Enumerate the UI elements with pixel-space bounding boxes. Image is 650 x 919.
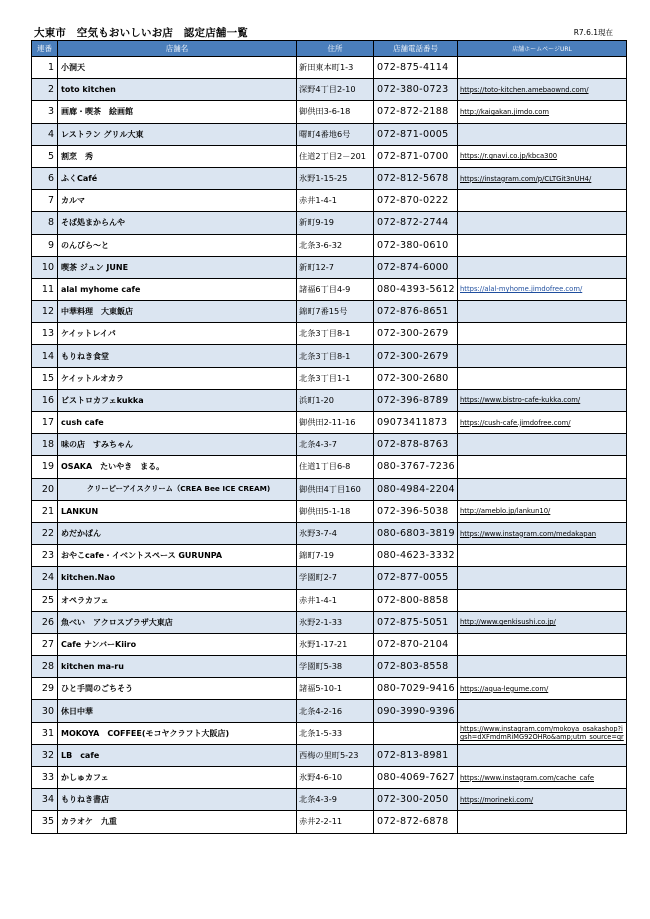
store-address: 住道2丁目2－201: [297, 145, 374, 167]
store-address: 御供田2-11-16: [297, 412, 374, 434]
table-row: [32, 678, 627, 700]
store-name: そば処まからんや: [58, 212, 297, 234]
store-address: 西梅の里町5-23: [297, 744, 374, 766]
store-phone: 080-7029-9416: [374, 678, 458, 700]
row-number: 4: [32, 123, 58, 145]
store-phone: 072-813-8981: [374, 744, 458, 766]
store-url-cell: [458, 256, 627, 278]
store-url-cell: [458, 744, 627, 766]
store-name: LB cafe: [58, 744, 297, 766]
store-url-cell: [458, 57, 627, 79]
store-address: 御供田4丁目160: [297, 478, 374, 500]
row-number: 21: [32, 500, 58, 522]
table-row: [32, 234, 627, 256]
store-address: 北条4-3-9: [297, 789, 374, 811]
store-address: 深野4丁目2-10: [297, 79, 374, 101]
store-url-cell: [458, 79, 627, 101]
store-url-cell: [458, 478, 627, 500]
store-table: [31, 40, 627, 834]
store-url-cell: [458, 301, 627, 323]
store-address: 北条1-5-33: [297, 722, 374, 744]
row-number: 9: [32, 234, 58, 256]
column-header-name: 店舗名: [58, 41, 297, 57]
row-number: 34: [32, 789, 58, 811]
store-url-cell: [458, 167, 627, 189]
row-number: 27: [32, 633, 58, 655]
store-address: 北条4-3-7: [297, 434, 374, 456]
table-row: [32, 278, 627, 300]
store-url-cell: [458, 633, 627, 655]
store-url-cell: [458, 278, 627, 300]
table-row: [32, 700, 627, 722]
store-address: 錦町7-19: [297, 545, 374, 567]
table-row: [32, 722, 627, 744]
store-name: Cafe ナンバーKiiro: [58, 633, 297, 655]
row-number: 32: [32, 744, 58, 766]
store-phone: 072-875-4114: [374, 57, 458, 79]
store-name: 小洞天: [58, 57, 297, 79]
store-url-cell: [458, 123, 627, 145]
store-phone: 080-6803-3819: [374, 522, 458, 544]
table-row: [32, 367, 627, 389]
store-address: 北条4-2-16: [297, 700, 374, 722]
store-url-cell: [458, 611, 627, 633]
table-row: [32, 656, 627, 678]
store-phone: 072-380-0610: [374, 234, 458, 256]
store-phone: 072-812-5678: [374, 167, 458, 189]
store-address: 曙町4番地6号: [297, 123, 374, 145]
store-address: 新町9-19: [297, 212, 374, 234]
store-address: 北条3丁目8-1: [297, 345, 374, 367]
store-name: のんびら～と: [58, 234, 297, 256]
store-url-link[interactable]: https://r.gnavi.co.jp/kbca300: [460, 152, 558, 161]
store-url-cell: [458, 456, 627, 478]
store-phone: 072-800-8858: [374, 589, 458, 611]
store-name: ふくCafé: [58, 167, 297, 189]
store-phone: 072-870-2104: [374, 633, 458, 655]
store-url-link[interactable]: https://www.instagram.com/cache_cafe: [460, 773, 595, 782]
store-url-cell: [458, 190, 627, 212]
row-number: 11: [32, 278, 58, 300]
store-phone: 072-396-5038: [374, 500, 458, 522]
store-phone: 072-871-0700: [374, 145, 458, 167]
table-row: [32, 767, 627, 789]
store-url-cell: [458, 500, 627, 522]
table-row: [32, 478, 627, 500]
column-header-address: 住所: [297, 41, 374, 57]
store-phone: 072-872-2188: [374, 101, 458, 123]
store-address: 氷野1-15-25: [297, 167, 374, 189]
store-url-cell: [458, 101, 627, 123]
store-name: カルマ: [58, 190, 297, 212]
store-address: 諸福5-10-1: [297, 678, 374, 700]
page-title: 大東市 空気もおいしいお店 認定店舗一覧: [34, 27, 248, 39]
row-number: 29: [32, 678, 58, 700]
store-address: 北条3-6-32: [297, 234, 374, 256]
store-url-link[interactable]: https://instagram.com/p/CLTGit3nUH4/: [460, 174, 592, 183]
row-number: 18: [32, 434, 58, 456]
table-row: [32, 212, 627, 234]
row-number: 13: [32, 323, 58, 345]
table-body: [32, 57, 627, 834]
store-name: 休日中華: [58, 700, 297, 722]
store-phone: 072-877-0055: [374, 567, 458, 589]
table-row: [32, 500, 627, 522]
table-row: [32, 611, 627, 633]
store-name: オペラカフェ: [58, 589, 297, 611]
store-phone: 072-870-0222: [374, 190, 458, 212]
table-header-row: [32, 41, 627, 57]
store-phone: 072-380-0723: [374, 79, 458, 101]
store-url-cell: [458, 678, 627, 700]
table-row: [32, 434, 627, 456]
store-address: 赤井2-2-11: [297, 811, 374, 833]
store-url-cell: [458, 656, 627, 678]
store-name: ビストロカフェkukka: [58, 389, 297, 411]
store-phone: 072-876-8651: [374, 301, 458, 323]
table-row: [32, 545, 627, 567]
store-phone: 072-875-5051: [374, 611, 458, 633]
store-name: LANKUN: [58, 500, 297, 522]
row-number: 23: [32, 545, 58, 567]
store-address: 北条3丁目1-1: [297, 367, 374, 389]
store-name: 味の店 すみちゃん: [58, 434, 297, 456]
store-name: 割烹 秀: [58, 145, 297, 167]
store-url-cell: [458, 212, 627, 234]
store-name: ケイットルオカラ: [58, 367, 297, 389]
store-phone: 072-396-8789: [374, 389, 458, 411]
row-number: 16: [32, 389, 58, 411]
table-row: [32, 789, 627, 811]
store-phone: 072-300-2050: [374, 789, 458, 811]
row-number: 28: [32, 656, 58, 678]
store-address: 住道1丁目6-8: [297, 456, 374, 478]
row-number: 14: [32, 345, 58, 367]
table-row: [32, 412, 627, 434]
store-phone: 072-872-2744: [374, 212, 458, 234]
store-url-cell: [458, 789, 627, 811]
store-url-link[interactable]: https://morineki.com/: [460, 795, 534, 804]
store-phone: 072-300-2679: [374, 345, 458, 367]
row-number: 5: [32, 145, 58, 167]
store-name: OSAKA たいやき まる。: [58, 456, 297, 478]
store-url-link[interactable]: https://toto-kitchen.amebaownd.com/: [460, 85, 589, 94]
row-number: 20: [32, 478, 58, 500]
store-name: cush cafe: [58, 412, 297, 434]
store-phone: 080-4393-5612: [374, 278, 458, 300]
store-phone: 080-3767-7236: [374, 456, 458, 478]
store-url-link[interactable]: https://www.instagram.com/mokoya_osakashop?igsh=dXFmdmRiMG92OHRo&amp;utm_source=qr: [460, 725, 624, 742]
row-number: 12: [32, 301, 58, 323]
store-address: 氷野1-17-21: [297, 633, 374, 655]
store-name: kitchen ma-ru: [58, 656, 297, 678]
store-url-cell: [458, 434, 627, 456]
store-url-cell: [458, 367, 627, 389]
store-url-link[interactable]: http://www.genkisushi.co.jp/: [460, 618, 556, 627]
store-phone: 09073411873: [374, 412, 458, 434]
table-row: [32, 79, 627, 101]
row-number: 17: [32, 412, 58, 434]
row-number: 6: [32, 167, 58, 189]
store-url-link[interactable]: http://kaigakan.jimdo.com: [460, 107, 550, 116]
store-phone: [374, 722, 458, 744]
store-url-cell: [458, 234, 627, 256]
store-phone: 080-4069-7627: [374, 767, 458, 789]
store-address: 御供田3-6-18: [297, 101, 374, 123]
store-name: toto kitchen: [58, 79, 297, 101]
row-number: 2: [32, 79, 58, 101]
table-row: [32, 323, 627, 345]
store-address: 御供田5-1-18: [297, 500, 374, 522]
row-number: 19: [32, 456, 58, 478]
table-row: [32, 811, 627, 833]
table-row: [32, 145, 627, 167]
store-url-cell: [458, 589, 627, 611]
store-name: カラオケ 九重: [58, 811, 297, 833]
column-header-no: 連番: [32, 41, 58, 57]
store-name: おやこcafe・イベントスペース GURUNPA: [58, 545, 297, 567]
store-phone: 072-803-8558: [374, 656, 458, 678]
store-url-cell: [458, 545, 627, 567]
store-phone: 072-872-6878: [374, 811, 458, 833]
store-address: 学園町5-38: [297, 656, 374, 678]
store-name: 画廊・喫茶 絵画館: [58, 101, 297, 123]
table-row: [32, 456, 627, 478]
row-number: 22: [32, 522, 58, 544]
table-row: [32, 301, 627, 323]
store-url-cell: [458, 767, 627, 789]
store-address: 氷野4-6-10: [297, 767, 374, 789]
table-row: [32, 101, 627, 123]
store-url-link[interactable]: https://www.instagram.com/medakapan: [460, 529, 597, 538]
store-name: めだかぱん: [58, 522, 297, 544]
store-url-cell: [458, 700, 627, 722]
store-name: クリーピーアイスクリーム（CREA Bee ICE CREAM): [58, 478, 297, 500]
row-number: 10: [32, 256, 58, 278]
row-number: 25: [32, 589, 58, 611]
store-phone: 072-300-2679: [374, 323, 458, 345]
table-row: [32, 167, 627, 189]
table-row: [32, 567, 627, 589]
store-name: 中華料理 大東飯店: [58, 301, 297, 323]
store-name: もりねき書店: [58, 789, 297, 811]
row-number: 33: [32, 767, 58, 789]
row-number: 24: [32, 567, 58, 589]
store-url-cell: [458, 522, 627, 544]
table-row: [32, 522, 627, 544]
store-phone: 090-3990-9396: [374, 700, 458, 722]
store-name: MOKOYA COFFEE(モコヤクラフト大阪店): [58, 722, 297, 744]
store-url-cell: [458, 323, 627, 345]
store-name: 魚べい アクロスプラザ大東店: [58, 611, 297, 633]
store-address: 新田東本町1-3: [297, 57, 374, 79]
store-url-cell: [458, 412, 627, 434]
store-address: 錦町7番15号: [297, 301, 374, 323]
store-url-cell: [458, 389, 627, 411]
store-url-cell: [458, 145, 627, 167]
table-row: [32, 190, 627, 212]
table-row: [32, 345, 627, 367]
store-phone: 080-4623-3332: [374, 545, 458, 567]
store-url-cell: [458, 722, 627, 744]
store-address: 学園町2-7: [297, 567, 374, 589]
row-number: 31: [32, 722, 58, 744]
table-row: [32, 589, 627, 611]
row-number: 35: [32, 811, 58, 833]
table-row: [32, 123, 627, 145]
row-number: 15: [32, 367, 58, 389]
store-url-link[interactable]: https://aqua-legume.com/: [460, 684, 549, 693]
store-name: ケイットレイパ: [58, 323, 297, 345]
table-row: [32, 633, 627, 655]
store-name: alal myhome cafe: [58, 278, 297, 300]
store-name: かしゅカフェ: [58, 767, 297, 789]
store-name: kitchen.Nao: [58, 567, 297, 589]
as-of-date: R7.6.1現在: [573, 28, 613, 37]
store-address: 新町12-7: [297, 256, 374, 278]
store-name: レストラン グリル大東: [58, 123, 297, 145]
store-address: 諸福6丁目4-9: [297, 278, 374, 300]
store-url-cell: [458, 811, 627, 833]
column-header-tel: 店舗電話番号: [374, 41, 458, 57]
store-address: 氷野2-1-33: [297, 611, 374, 633]
store-address: 氷野3-7-4: [297, 522, 374, 544]
table-row: [32, 57, 627, 79]
store-phone: 072-300-2680: [374, 367, 458, 389]
row-number: 8: [32, 212, 58, 234]
store-phone: 072-871-0005: [374, 123, 458, 145]
row-number: 7: [32, 190, 58, 212]
table-row: [32, 256, 627, 278]
store-address: 浜町1-20: [297, 389, 374, 411]
column-header-url: 店舗ホームページURL: [458, 41, 627, 57]
store-url-link[interactable]: https://alal-myhome.jimdofree.com/: [460, 285, 583, 294]
store-name: もりねき食堂: [58, 345, 297, 367]
store-url-link[interactable]: https://www.bistro-cafe-kukka.com/: [460, 396, 581, 405]
row-number: 26: [32, 611, 58, 633]
store-name: 喫茶 ジュン JUNE: [58, 256, 297, 278]
row-number: 3: [32, 101, 58, 123]
row-number: 1: [32, 57, 58, 79]
store-phone: 072-878-8763: [374, 434, 458, 456]
table-row: [32, 389, 627, 411]
store-address: 赤井1-4-1: [297, 589, 374, 611]
store-phone: 080-4984-2204: [374, 478, 458, 500]
store-address: 赤井1-4-1: [297, 190, 374, 212]
store-phone: 072-874-6000: [374, 256, 458, 278]
store-name: ひと手間のごちそう: [58, 678, 297, 700]
store-url-link[interactable]: https://cush-cafe.jimdofree.com/: [460, 418, 571, 427]
store-url-cell: [458, 345, 627, 367]
table-row: [32, 744, 627, 766]
row-number: 30: [32, 700, 58, 722]
store-address: 北条3丁目8-1: [297, 323, 374, 345]
store-url-link[interactable]: http://ameblo.jp/lankun10/: [460, 507, 551, 516]
store-url-cell: [458, 567, 627, 589]
